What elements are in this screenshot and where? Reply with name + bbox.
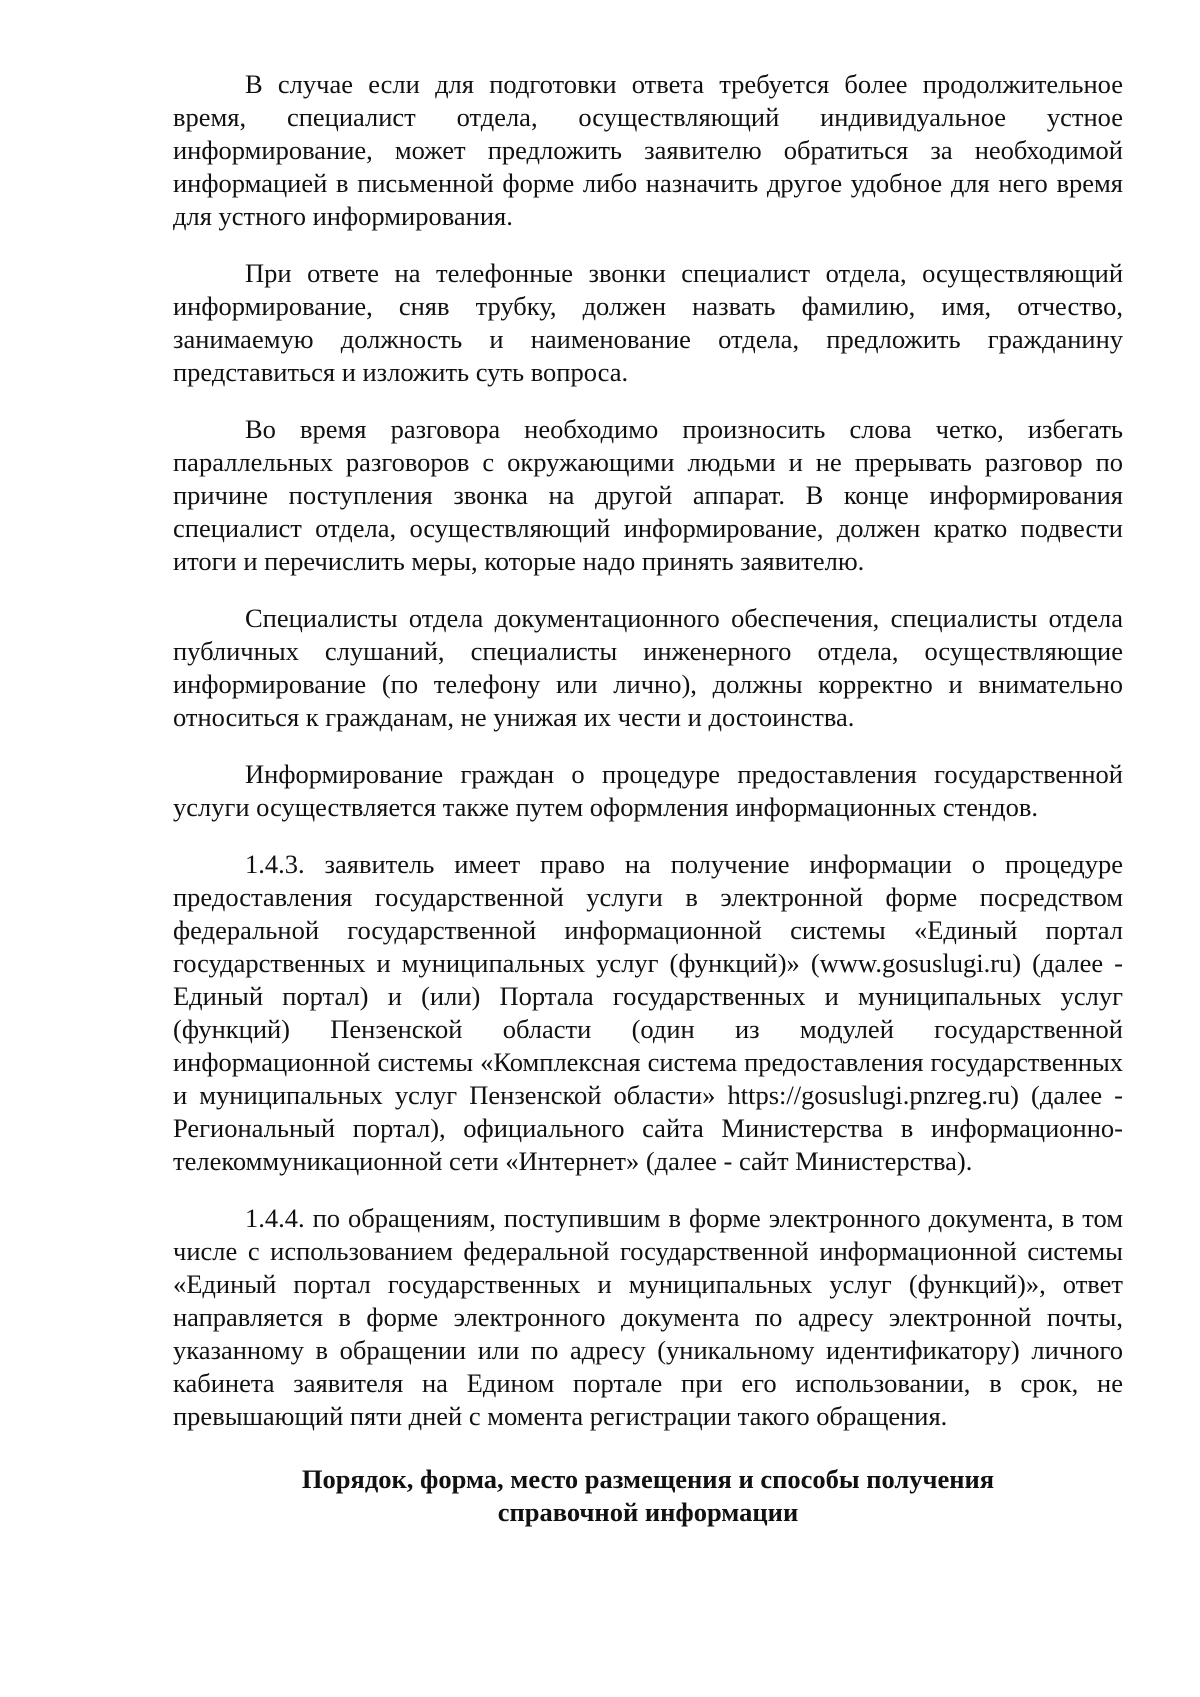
section-heading [173,1463,1123,1529]
section-heading-line-2: справочной информации [497,1497,799,1527]
paragraph-phone-calls: При ответе на телефонные звонки специалист отдела, осуществляющий информирование, сняв трубку, должен назвать фамилию, имя, отчество, занимаемую должность и наименование отдела, предложить гражданину представиться и изложить суть вопроса. [173,258,1123,387]
paragraph-1-4-4: 1.4.4. по обращениям, поступившим в форме электронного документа, в том числе с использованием федеральной государственной информационной системы «Единый портал государственных и муниципальных услуг (функций)», ответ направляется в форме электронного документа по адресу электронной почты, указанному в обращении или по адресу (уникальному идентификатору) личного кабинета заявителя на Едином портале при его использовании, в срок, не превышающий пяти дней с момента регистрации такого обращения. [173,1203,1123,1431]
paragraph-1-4-3: 1.4.3. заявитель имеет право на получение информации о процедуре предоставления государственной услуги в электронной форме посредством федеральной государственной информационной системы «Единый портал государственных и муниципальных услуг (функций)» (www.gosuslugi.ru) (далее - Единый портал) и (или) Портала государственных и муниципальных услуг (функций) Пензенской области (один из модулей государственной информационной системы «Комплексная система предоставления государственных и муниципальных услуг Пензенской области» https://gosuslugi.pnzreg.ru) (далее - Региональный портал), официального сайта Министерства в информационно-телекоммуникационной сети «Интернет» (далее - сайт Министерства). [173,849,1123,1176]
paragraph-extended-response: В случае если для подготовки ответа требуется более продолжительное время, специалист отдела, осуществляющий индивидуальное устное информирование, может предложить заявителю обратиться за необходимой информацией в письменной форме либо назначить другое удобное для него время для устного информирования. [173,69,1123,231]
section-heading-line-1: Порядок, форма, место размещения и способы получения [301,1464,995,1494]
paragraph-information-stands: Информирование граждан о процедуре предоставления государственной услуги осуществляется также путем оформления информационных стендов. [173,759,1123,822]
paragraph-conversation-rules: Во время разговора необходимо произносить слова четко, избегать параллельных разговоров с окружающими людьми и не прерывать разговор по причине поступления звонка на другой аппарат. В конце информирования специалист отдела, осуществляющий информирование, должен кратко подвести итоги и перечислить меры, которые надо принять заявителю. [173,414,1123,576]
paragraph-specialists-conduct: Специалисты отдела документационного обеспечения, специалисты отдела публичных слушаний, специалисты инженерного отдела, осуществляющие информирование (по телефону или лично), должны корректно и внимательно относиться к гражданам, не унижая их чести и достоинства. [173,603,1123,732]
document-page [173,68,1123,1529]
